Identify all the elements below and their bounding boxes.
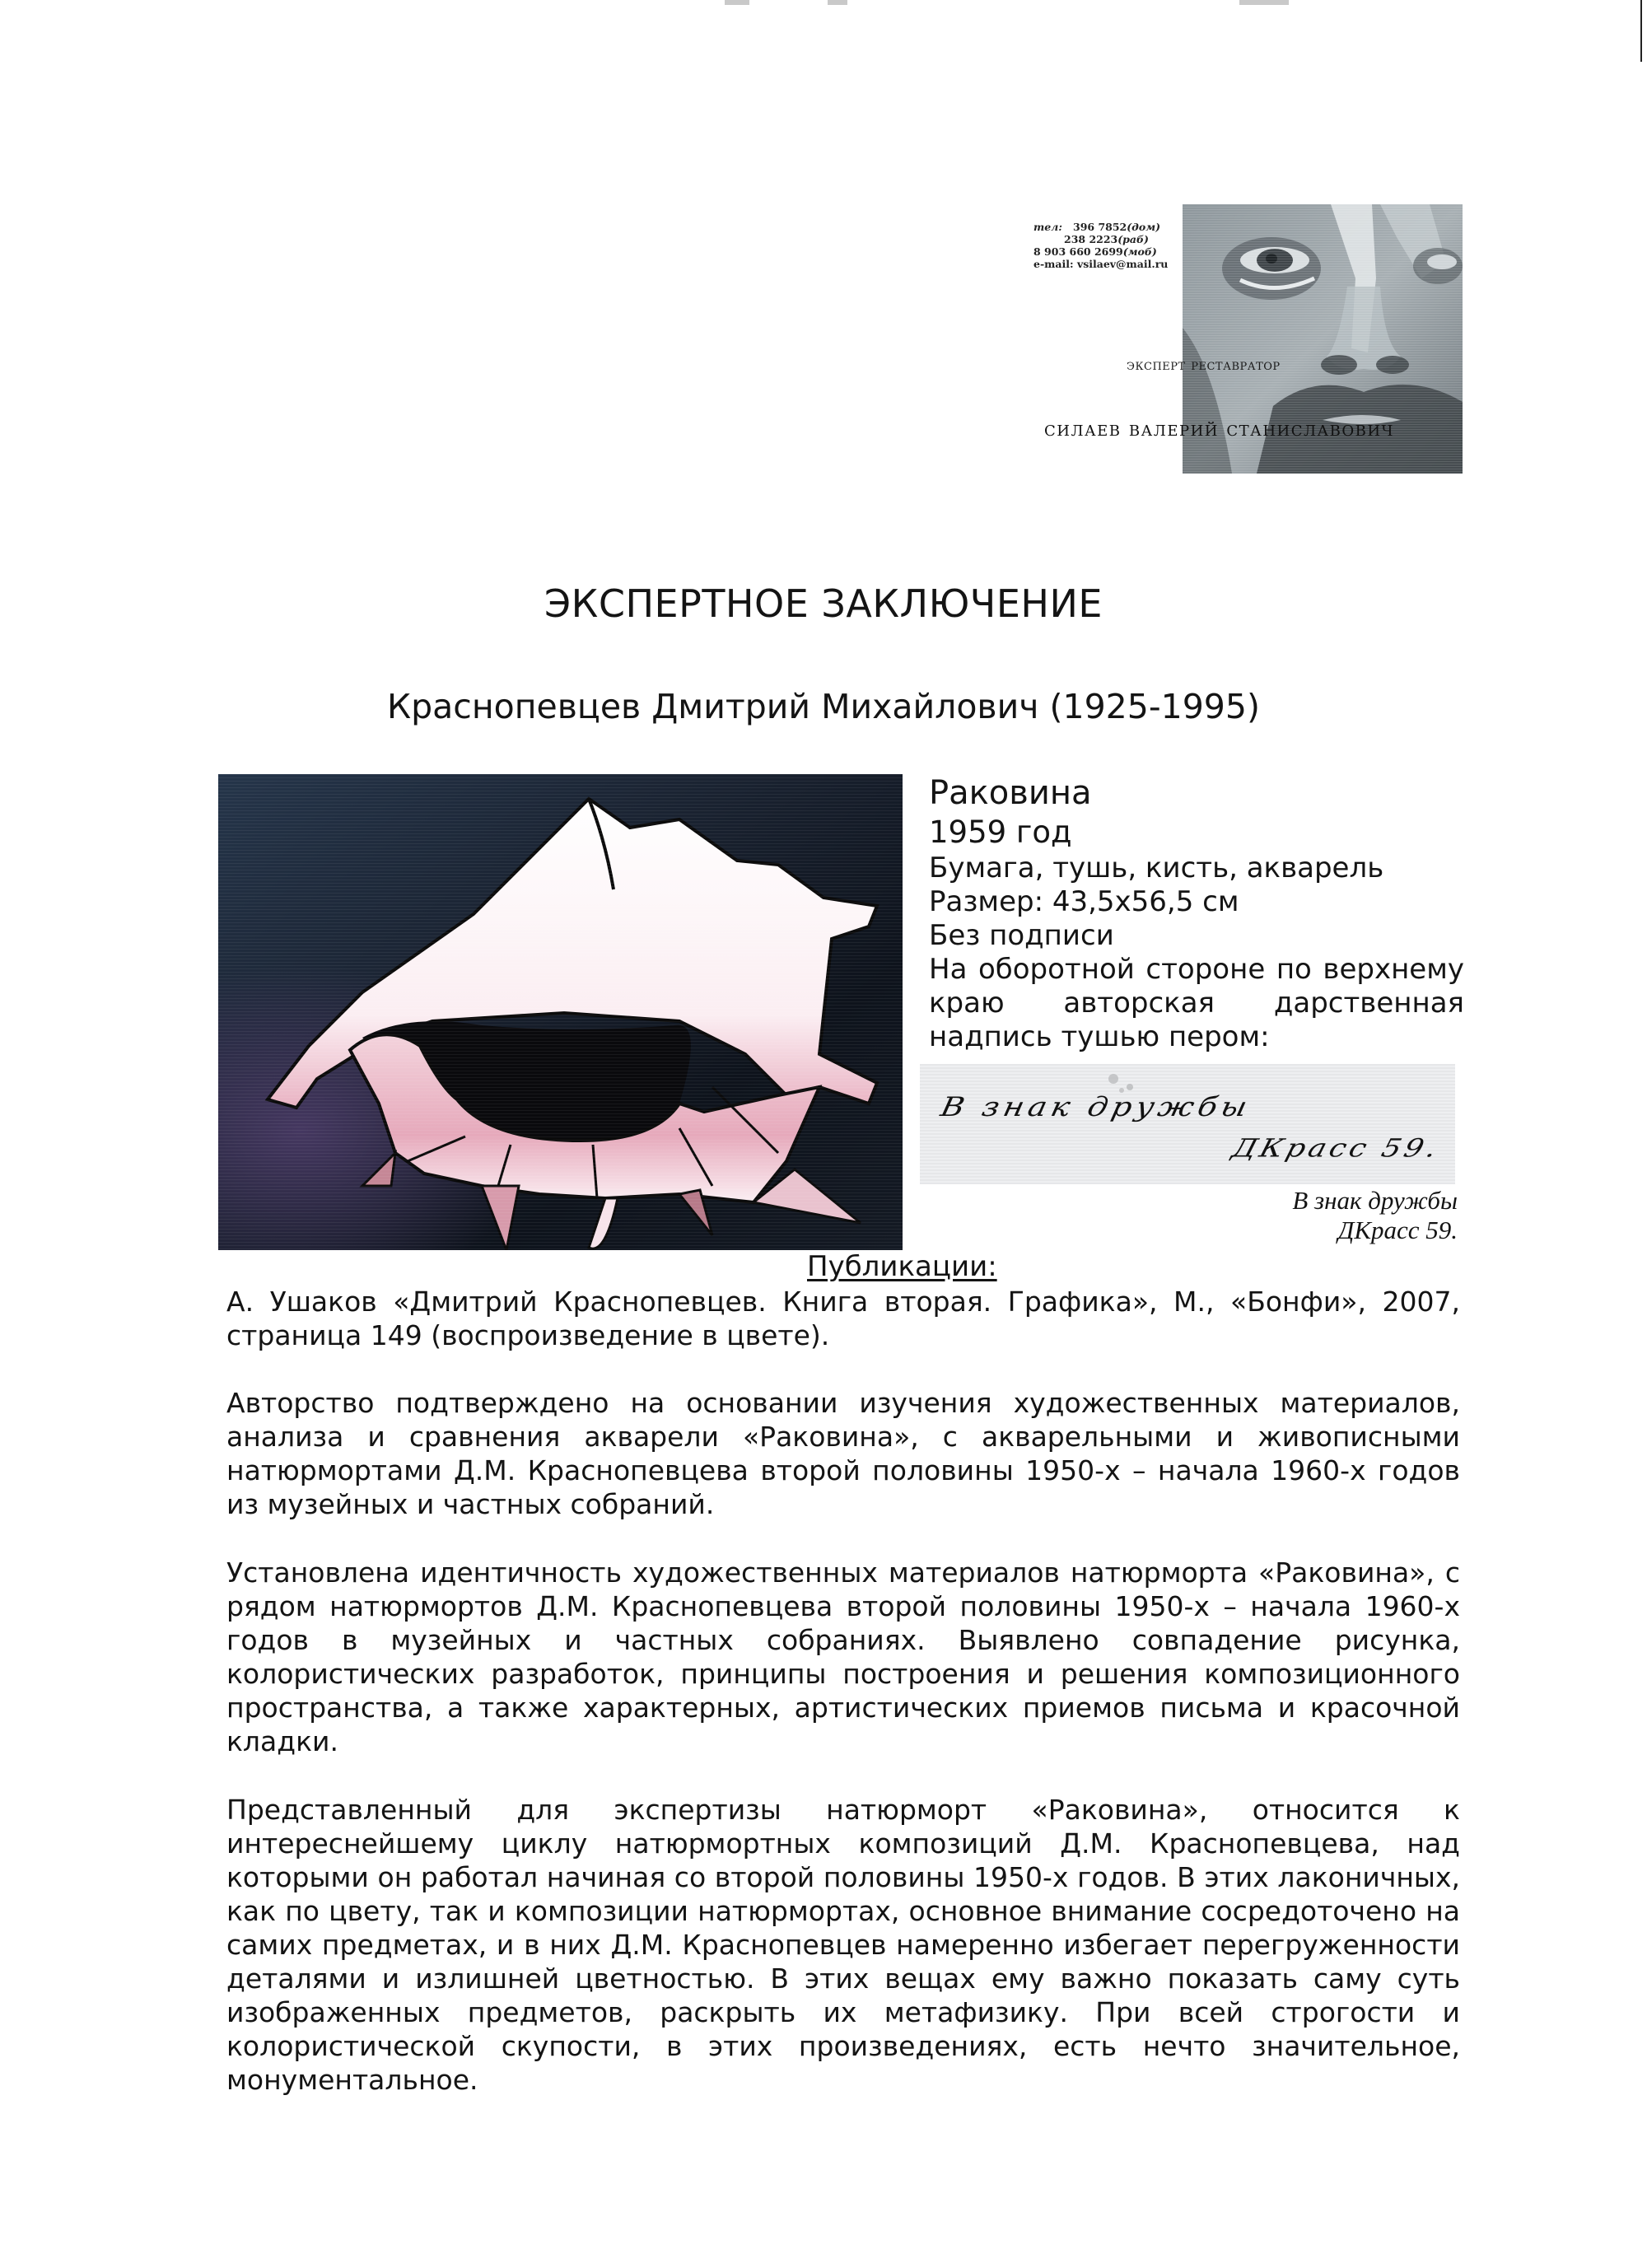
reverse-note-word: авторская bbox=[1063, 987, 1215, 1020]
phone-home-row bbox=[1033, 221, 1168, 233]
painting-image bbox=[218, 774, 903, 1250]
artwork-year: 1959 год bbox=[929, 814, 1072, 850]
phone-work-note: (раб) bbox=[1117, 233, 1149, 245]
contact-info bbox=[1033, 221, 1168, 270]
handwritten-line-2: ДКрасс 59. bbox=[1229, 1134, 1444, 1163]
reverse-note-line-3: надпись тушью пером: bbox=[929, 1020, 1270, 1053]
artist-name: Краснопевцев Дмитрий Михайлович (1925-1995) bbox=[387, 687, 1260, 726]
expert-name: силаев валерий станиславович bbox=[1044, 417, 1394, 441]
paragraph-context: Представленный для экспертизы натюрморт «Раковина», относится к интереснейшему циклу натюрмортных композиций Д.М. Краснопевцева, над которыми он работал начиная со второй половины 1950-х годов. В этих лаконичных, как по цвету, так и композиции натюрмортах, основное внимание сосредоточено на самих предметах, и в них Д.М. Краснопевцев намеренно избегает перегруженности деталями и излишней цветностью. В этих вещах ему важно показать саму суть изображенных предметов, раскрыть их метафизику. При всей строгости и колористической скупости, в этих произведениях, есть нечто значительное, монументальное. bbox=[226, 1794, 1460, 2096]
artwork-title: Раковина bbox=[929, 774, 1092, 812]
inscription-caption-line-2: ДКрасс 59. bbox=[1337, 1216, 1458, 1244]
artwork-size: Размер: 43,5х56,5 см bbox=[929, 885, 1239, 918]
reverse-note-line-1: На оборотной стороне по верхнему bbox=[929, 953, 1464, 986]
phone-home-note: (дом) bbox=[1127, 221, 1160, 233]
expert-role: эксперт реставратор bbox=[1127, 356, 1281, 374]
inscription-caption bbox=[1071, 1186, 1458, 1245]
email-label: e-mail: bbox=[1033, 258, 1074, 270]
inscription-image bbox=[920, 1064, 1455, 1184]
phone-mobile: 8 903 660 2699 bbox=[1033, 245, 1123, 258]
phone-mobile-row bbox=[1033, 245, 1168, 258]
email-row bbox=[1033, 258, 1168, 270]
scan-artifact bbox=[725, 0, 749, 5]
phone-mobile-note: (моб) bbox=[1122, 245, 1157, 258]
reverse-note-line-2 bbox=[929, 987, 1464, 1020]
page-title: ЭКСПЕРТНОЕ ЗАКЛЮЧЕНИЕ bbox=[544, 581, 1103, 626]
publications-text: А. Ушаков «Дмитрий Краснопевцев. Книга вторая. Графика», М., «Бонфи», 2007, страница 149 (воспроизведение в цвете). bbox=[226, 1286, 1460, 1351]
paragraph-materials: Установлена идентичность художественных материалов натюрморта «Раковина», с рядом натюрмортов Д.М. Краснопевцева второй половины 1950-х – начала 1960-х годов в музейных и частных собраниях. Выявлено совпадение рисунка, колористических разработок, принципы построения и решения композиционного пространства, а также характерных, артистических приемов письма и красочной кладки. bbox=[226, 1556, 1460, 1757]
shell-painting-icon bbox=[218, 774, 903, 1250]
handwriting-icon bbox=[920, 1064, 1455, 1184]
inscription-caption-line-1: В знак дружбы bbox=[1292, 1186, 1458, 1215]
publications-heading: Публикации: bbox=[807, 1250, 997, 1283]
reverse-note-word: краю bbox=[929, 987, 1005, 1020]
phone-home: 396 7852 bbox=[1073, 221, 1127, 233]
email-link[interactable]: vsilaev@mail.ru bbox=[1076, 258, 1169, 270]
scan-artifact bbox=[828, 0, 847, 5]
scan-artifact bbox=[1239, 0, 1289, 5]
scan-edge-line bbox=[1640, 0, 1642, 62]
phone-work-row bbox=[1033, 233, 1168, 245]
handwritten-line-1: В знак дружбы bbox=[938, 1091, 1254, 1122]
artwork-signature: Без подписи bbox=[929, 919, 1114, 952]
artwork-medium: Бумага, тушь, кисть, акварель bbox=[929, 852, 1384, 884]
reverse-note-word: дарственная bbox=[1273, 987, 1464, 1020]
paragraph-authorship: Авторство подтверждено на основании изучения художественных материалов, анализа и сравнения акварели «Раковина», с акварельными и живописными натюрмортами Д.М. Краснопевцева второй половины 1950-х – начала 1960-х годов из музейных и частных собраний. bbox=[226, 1387, 1460, 1520]
phone-label: тел: bbox=[1033, 221, 1062, 233]
phone-work: 238 2223 bbox=[1064, 233, 1118, 245]
artwork-details bbox=[929, 772, 1464, 1054]
